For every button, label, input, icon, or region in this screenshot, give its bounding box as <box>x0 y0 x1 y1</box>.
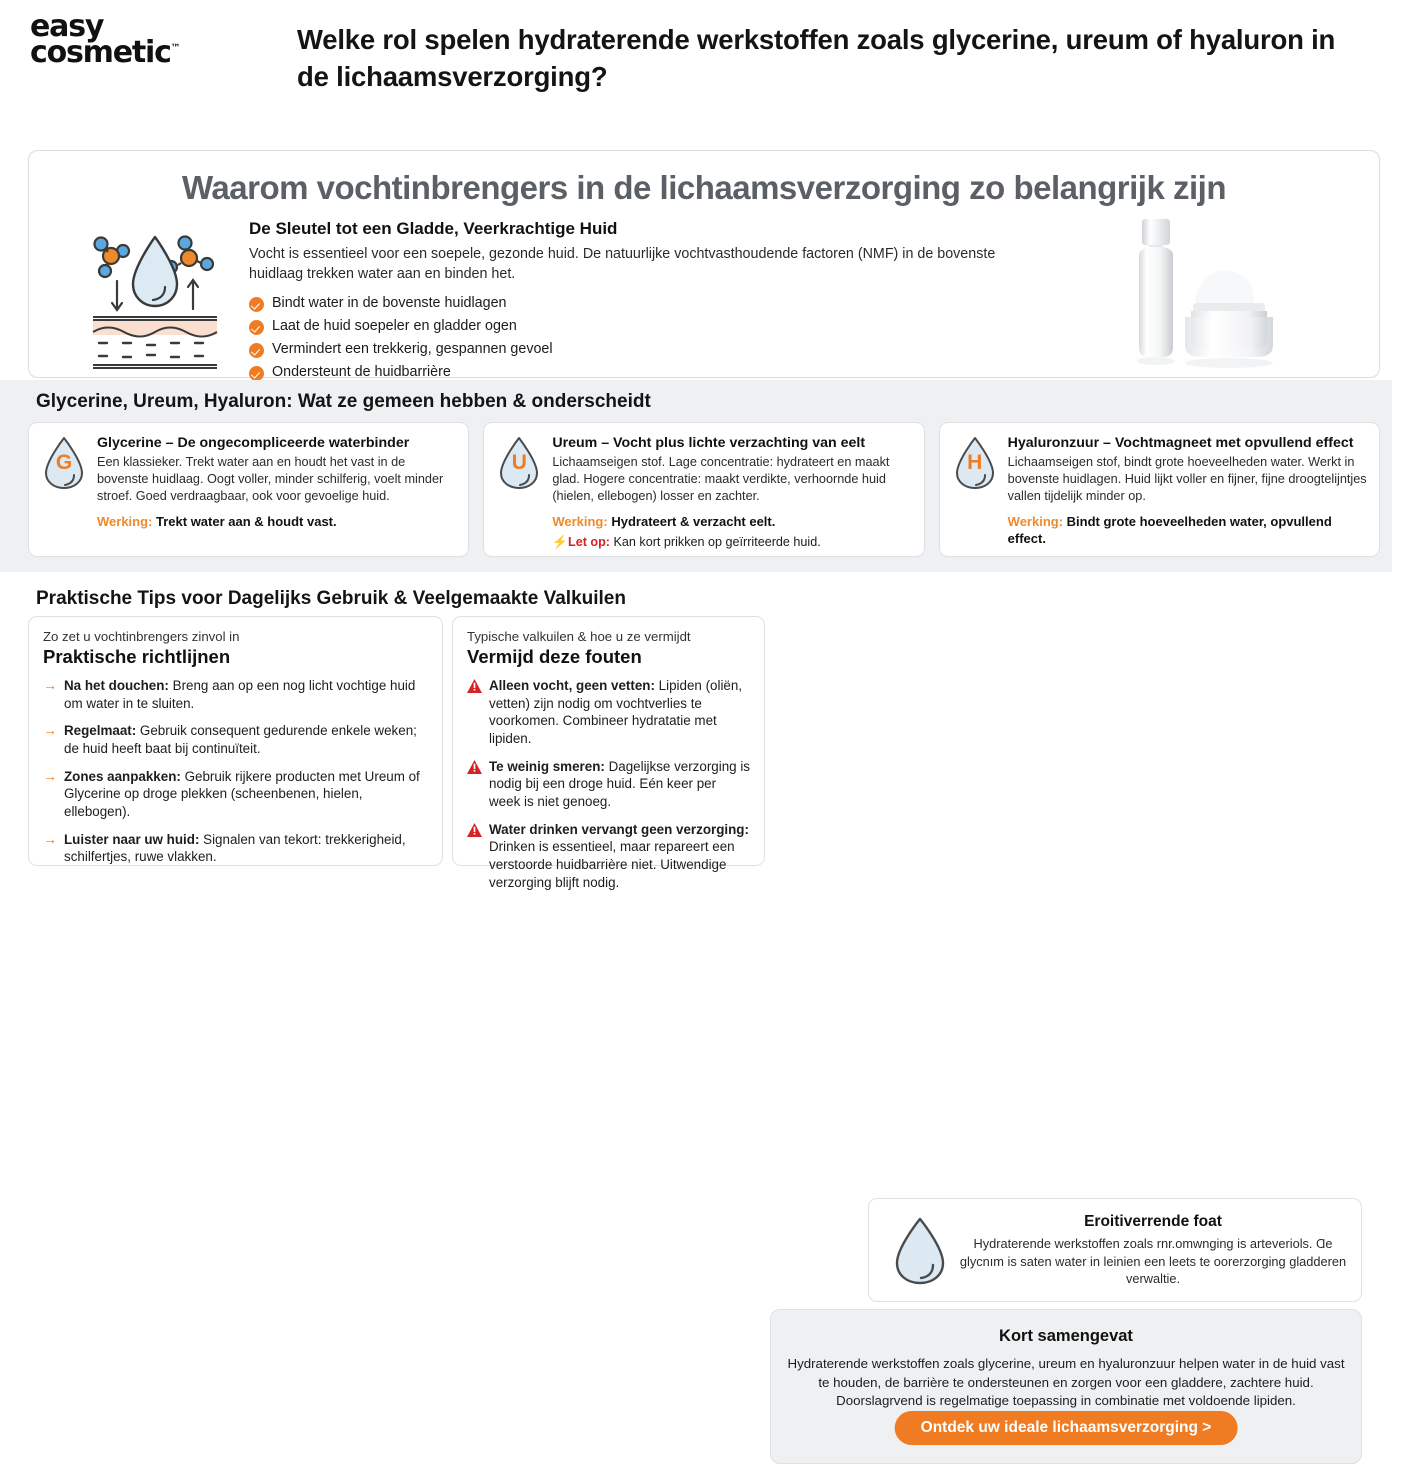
bullet-text: Ondersteunt de huidbarrière <box>272 364 451 381</box>
extra-card-text: Hydraterende werkstoffen zoals rnr.omwnging is arteveriols. Ɑe glycnım is saten water in leinien een leets te oorerzorging gladderen verwaltie. <box>959 1236 1347 1287</box>
water-drop-icon <box>41 435 87 491</box>
check-circle-icon <box>249 366 264 381</box>
bullet-text: Vermindert een trekkerig, gespannen gevoel <box>272 341 553 358</box>
mistake-label: Water drinken vervangt geen verzorging: <box>489 821 749 837</box>
discover-bodycare-cta-button[interactable]: Ontdek uw ideale lichaamsverzorging > <box>895 1411 1238 1445</box>
working-label: Werking: <box>1007 513 1064 529</box>
working-value: Trekt water aan & houdt vast. <box>156 513 337 529</box>
list-item <box>467 758 750 811</box>
list-item <box>467 821 750 892</box>
tip-label: Na het douchen: <box>64 677 169 693</box>
summary-text: Hydraterende werkstoffen zoals glycerine, ureum en hyaluronzuur helpen water in de huid vast te houden, de barrière te ondersteunen en zorgen voor een gladdere, zachtere huid. Doorslagrvend is regelmatige toepassing in combinatie met voldoende lipiden. <box>787 1356 1345 1409</box>
bullet-text: Laat de huid soepeler en gladder ogen <box>272 318 517 335</box>
mistake-text: Drinken is essentieel, maar repareert een verstoorde huidbarrière niet. Uitwendige verzorging blijft nodig. <box>489 839 735 890</box>
ingredient-text: Een klassieker. Trekt water aan en houdt het vast in de bovenste huidlaag. Oogt voller, minder schilferig, voelt minder stroef. Goed verdraagbaar, ook voor gevoelige huid. <box>97 455 444 503</box>
logo-line-1: easy <box>30 9 104 44</box>
section-practical-tips <box>0 578 1408 1436</box>
water-drop-icon <box>496 435 542 491</box>
tip-text: Gebruik rijkere producten met Ureum of Glycerine op droge plekken (scheenbenen, hielen, ellebogen). <box>64 768 420 819</box>
list-item <box>249 295 1039 311</box>
ingredient-card-hyaluron <box>939 422 1380 557</box>
ingredient-letter: H <box>967 451 983 474</box>
ingredient-note <box>552 534 911 550</box>
ingredient-card-glycerine <box>28 422 469 557</box>
logo-line-2: cosmetic™ <box>30 34 181 70</box>
tip-label: Regelmaat: <box>64 723 137 739</box>
note-label: Let op: <box>568 534 610 549</box>
mistakes-kicker: Typische valkuilen & hoe u ze vermijdt <box>467 629 691 644</box>
section2-title: Glycerine, Ureum, Hyaluron: Wat ze gemeen hebben & onderscheidt <box>36 391 651 412</box>
page-header <box>0 0 1408 118</box>
water-drop-icon <box>952 435 998 491</box>
extra-info-card <box>868 1198 1362 1302</box>
list-item <box>467 677 750 748</box>
section1-heading: De Sleutel tot een Gladde, Veerkrachtige Huid <box>249 219 618 238</box>
bolt-icon: ⚡ <box>552 534 569 549</box>
arrow-right-icon: → <box>43 830 57 847</box>
check-circle-icon <box>249 297 264 312</box>
section1-bullet-list <box>249 295 1039 380</box>
ingredient-cards <box>28 422 1380 557</box>
warning-triangle-icon <box>467 760 482 774</box>
list-item <box>43 677 428 712</box>
working-value: Hydrateert & verzacht eelt. <box>611 513 776 529</box>
mistake-text: Lipiden (oliën, vetten) zijn nodig om vochtverlies te voorkomen. Combineer hydratatie met lipiden. <box>489 677 743 746</box>
warning-triangle-icon <box>467 823 482 837</box>
check-circle-icon <box>249 320 264 335</box>
ingredient-letter: U <box>511 451 527 474</box>
tip-text: Breng aan op een nog licht vochtige huid om water in te sluiten. <box>64 677 416 711</box>
working-label: Werking: <box>552 513 608 529</box>
ingredient-working <box>97 514 456 531</box>
tip-label: Luister naar uw huid: <box>64 831 200 847</box>
page-title: Welke rol spelen hydraterende werkstoffen zoals glycerine, ureum of hyaluron in de lichaamsverzorging? <box>297 24 1336 92</box>
list-item <box>43 831 428 866</box>
extra-card-heading: Eroitiverrende foat <box>1084 1213 1222 1230</box>
ingredient-heading: Hyaluronzuur – Vochtmagneet met opvullend effect <box>1007 435 1354 451</box>
ingredient-working <box>1008 514 1367 548</box>
warning-triangle-icon <box>467 679 482 693</box>
guidelines-kicker: Zo zet u vochtinbrengers zinvol in <box>43 629 240 644</box>
list-item <box>43 768 428 821</box>
check-circle-icon <box>249 343 264 358</box>
summary-card <box>770 1309 1362 1464</box>
ingredient-card-ureum <box>483 422 924 557</box>
list-item <box>249 364 1039 380</box>
tip-label: Zones aanpakken: <box>64 768 181 784</box>
ingredient-heading: Ureum – Vocht plus lichte verzachting van eelt <box>552 435 866 451</box>
list-item <box>249 341 1039 357</box>
practical-guidelines-card <box>28 616 443 866</box>
avoid-mistakes-card <box>452 616 765 890</box>
ingredient-text: Lichaamseigen stof, bindt grote hoeveelheden water. Werkt in bovenste huidlagen. Huid lijkt voller en fijner, fijne droogtelijntjes vallen tijdelijk minder op. <box>1007 455 1367 503</box>
product-bottle-and-jar-image <box>1101 211 1341 391</box>
arrow-right-icon: → <box>43 676 57 693</box>
ingredient-letter: G <box>55 451 73 474</box>
section-why-moisturizers <box>0 120 1408 381</box>
mistake-text: Dagelijkse verzorging is nodig bij een droge huid. Eén keer per week is niet genoeg. <box>489 758 750 809</box>
tip-text: Gebruik consequent gedurende enkele weken; de huid heeft baat bij continuïteit. <box>64 723 417 756</box>
ingredient-heading: Glycerine – De ongecompliceerde waterbinder <box>97 435 410 451</box>
ingredient-text: Lichaamseigen stof. Lage concentratie: hydrateert en maakt glad. Hogere concentratie: maakt verdikte, verhoornde huid (hielen, ellebogen) losser en zachter. <box>552 455 890 503</box>
bullet-text: Bindt water in de bovenste huidlagen <box>272 295 507 312</box>
section3-title: Praktische Tips voor Dagelijks Gebruik & Veelgemaakte Valkuilen <box>36 588 626 609</box>
tip-text: Signalen van tekort: trekkerigheid, schilfertjes, ruwe vlakken. <box>64 831 406 865</box>
mistake-label: Alleen vocht, geen vetten: <box>489 677 655 693</box>
summary-heading: Kort samengevat <box>999 1327 1133 1345</box>
water-drop-icon <box>891 1215 949 1287</box>
working-label: Werking: <box>97 513 153 529</box>
section1-card <box>28 150 1380 381</box>
ingredient-working <box>552 514 911 531</box>
skin-hydration-illustration <box>79 227 231 375</box>
note-value: Kan kort prikken op geïrriteerde huid. <box>613 534 821 549</box>
arrow-right-icon: → <box>43 767 57 784</box>
list-item <box>43 722 428 757</box>
trademark-symbol: ™ <box>170 42 181 54</box>
guidelines-heading: Praktische richtlijnen <box>43 645 231 667</box>
list-item <box>249 318 1039 334</box>
mistake-label: Te weinig smeren: <box>489 758 605 774</box>
working-value: Bindt grote hoeveelheden water, opvullend effect. <box>1007 513 1332 546</box>
brand-logo <box>30 9 210 70</box>
section-ingredient-comparison <box>0 380 1392 572</box>
section1-paragraph: Vocht is essentieel voor een soepele, gezonde huid. De natuurlijke vochtvasthoudende factoren (NMF) in de bovenste huidlaag trekken water aan en binden het. <box>249 246 996 283</box>
arrow-right-icon: → <box>43 722 57 739</box>
section1-title: Waarom vochtinbrengers in de lichaamsverzorging zo belangrijk zijn <box>181 169 1226 206</box>
mistakes-heading: Vermijd deze fouten <box>467 645 642 667</box>
